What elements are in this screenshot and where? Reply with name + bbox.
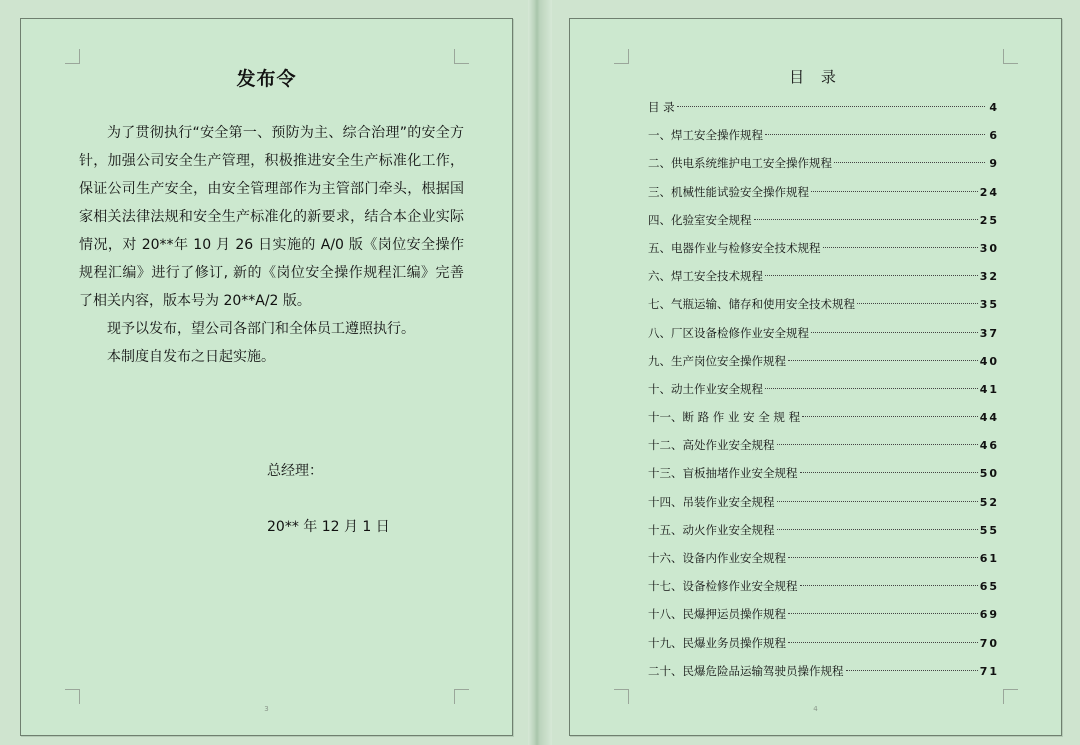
- toc-dot-leader: [788, 642, 978, 643]
- paragraph: 本制度自发布之日起实施。: [107, 349, 275, 365]
- toc-entry[interactable]: [648, 657, 999, 685]
- toc-entry-label: 十、动土作业安全规程: [648, 381, 763, 396]
- toc-entry[interactable]: [648, 290, 999, 318]
- toc-entry-label: 三、机械性能试验安全操作规程: [648, 184, 809, 199]
- release-date: 20** 年 12 月 1 日: [267, 519, 390, 535]
- toc-dot-leader: [823, 247, 978, 248]
- toc-entry[interactable]: [648, 319, 999, 347]
- toc-entry-page: 4: [989, 101, 999, 114]
- toc-entry-label: 十五、动火作业安全规程: [648, 522, 775, 537]
- toc-entry[interactable]: [648, 403, 999, 431]
- toc-entry-page: 50: [979, 467, 999, 481]
- toc-dot-leader: [800, 472, 978, 473]
- toc-dot-leader: [777, 501, 978, 502]
- page-title: 发布令: [236, 68, 297, 90]
- toc-entry-label: 一、焊工安全操作规程: [648, 128, 763, 143]
- toc-entry[interactable]: [648, 262, 999, 290]
- crop-mark-bottom-left: [65, 689, 80, 704]
- toc-entry-label: 二、供电系统维护电工安全操作规程: [648, 156, 832, 171]
- toc-dot-leader: [800, 585, 978, 586]
- toc-dot-leader: [788, 557, 978, 558]
- toc-dot-leader: [802, 416, 978, 417]
- toc-entry-page: 32: [979, 270, 999, 284]
- toc-entry-page: 35: [979, 298, 999, 312]
- toc-entry-label: 目 录: [648, 100, 675, 114]
- toc-entry[interactable]: [648, 459, 999, 487]
- release-order-body: [79, 119, 464, 371]
- toc-entry-page: 52: [979, 495, 999, 509]
- toc-entry-page: 65: [979, 580, 999, 594]
- toc-dot-leader: [788, 613, 978, 614]
- crop-mark-top-right: [1003, 49, 1018, 64]
- crop-mark-bottom-right: [454, 689, 469, 704]
- paragraph: 为了贯彻执行“安全第一、预防为主、综合治理”的安全方针，加强公司安全生产管理，积极推进安全生产标准化工作，保证公司生产安全，由安全管理部作为主管部门牵头，根据国家相关法律法规和安全生产标准化的新要求，结合本企业实际情况，对 20**年 10 月 26 日实施的 A/0 版《岗位安全操作规程汇编》进行了修订, 新的《岗位安全操作规程汇编》完善了相关内容，版本号为 20**A/2 版。: [79, 125, 464, 309]
- crop-mark-top-left: [614, 49, 629, 64]
- toc-entry[interactable]: [648, 121, 999, 149]
- toc-dot-leader: [765, 275, 978, 276]
- toc-entry-page: 6: [989, 129, 999, 143]
- document-page-right: [569, 18, 1062, 736]
- toc-entry[interactable]: [648, 629, 999, 657]
- toc-entry-page: 37: [979, 326, 999, 340]
- toc-entry[interactable]: [648, 234, 999, 262]
- page-number: 3: [264, 705, 269, 713]
- toc-entry-label: 五、电器作业与检修安全技术规程: [648, 240, 821, 255]
- crop-mark-top-right: [454, 49, 469, 64]
- toc-entry-page: 44: [979, 411, 999, 425]
- toc-entry-label: 十三、盲板抽堵作业安全规程: [648, 466, 798, 481]
- toc-entry[interactable]: [648, 347, 999, 375]
- toc-dot-leader: [777, 444, 978, 445]
- toc-entry-page: 9: [989, 157, 999, 171]
- toc-dot-leader: [788, 360, 978, 361]
- toc-entry[interactable]: [648, 488, 999, 516]
- toc-dot-leader: [754, 219, 978, 220]
- toc-entry[interactable]: [648, 206, 999, 234]
- toc-entry-label: 七、气瓶运输、储存和使用安全技术规程: [648, 297, 855, 312]
- crop-mark-bottom-right: [1003, 689, 1018, 704]
- toc-entry-page: 25: [979, 213, 999, 227]
- toc-entry-label: 二十、民爆危险品运输驾驶员操作规程: [648, 663, 844, 678]
- toc-entry-page: 70: [979, 636, 999, 650]
- crop-mark-bottom-left: [614, 689, 629, 704]
- toc-entry-label: 六、焊工安全技术规程: [648, 269, 763, 284]
- paragraph: 现予以发布，望公司各部门和全体员工遵照执行。: [107, 321, 415, 337]
- toc-entry[interactable]: [648, 149, 999, 177]
- table-of-contents: [648, 93, 999, 685]
- toc-entry-label: 九、生产岗位安全操作规程: [648, 353, 786, 368]
- toc-entry-page: 40: [979, 354, 999, 368]
- toc-entry-page: 46: [979, 439, 999, 453]
- page-number: 4: [813, 705, 818, 713]
- toc-entry-page: 41: [979, 382, 999, 396]
- toc-entry-page: 61: [979, 552, 999, 565]
- toc-entry-label: 十七、设备检修作业安全规程: [648, 579, 798, 594]
- toc-dot-leader: [857, 303, 978, 304]
- toc-dot-leader: [811, 332, 978, 333]
- toc-entry[interactable]: [648, 516, 999, 544]
- toc-dot-leader: [811, 191, 978, 192]
- document-page-left: [20, 18, 513, 736]
- toc-entry[interactable]: [648, 93, 999, 121]
- signer-label: 总经理：: [267, 463, 323, 479]
- toc-entry-page: 55: [979, 523, 999, 537]
- toc-entry[interactable]: [648, 600, 999, 628]
- toc-entry-page: 69: [979, 608, 999, 622]
- toc-dot-leader: [677, 106, 985, 107]
- toc-entry[interactable]: [648, 572, 999, 600]
- toc-dot-leader: [846, 670, 978, 671]
- toc-entry[interactable]: [648, 178, 999, 206]
- toc-entry-label: 十四、吊装作业安全规程: [648, 494, 775, 509]
- toc-dot-leader: [834, 162, 985, 163]
- toc-entry-label: 十二、高处作业安全规程: [648, 438, 775, 453]
- toc-entry-label: 十八、民爆押运员操作规程: [648, 607, 786, 622]
- toc-entry-label: 十一、断 路 作 业 安 全 规 程: [648, 410, 801, 425]
- toc-entry-page: 30: [979, 241, 999, 255]
- toc-entry-page: 71: [979, 664, 999, 678]
- page-gutter: [528, 0, 552, 745]
- toc-entry[interactable]: [648, 544, 999, 572]
- toc-entry-label: 十六、设备内作业安全规程: [648, 551, 786, 565]
- crop-mark-top-left: [65, 49, 80, 64]
- toc-dot-leader: [777, 529, 978, 530]
- toc-entry-label: 八、厂区设备检修作业安全规程: [648, 325, 809, 340]
- toc-dot-leader: [765, 388, 978, 389]
- toc-entry[interactable]: [648, 375, 999, 403]
- toc-dot-leader: [765, 134, 985, 135]
- toc-entry-page: 24: [979, 185, 999, 199]
- toc-entry-label: 四、化验室安全规程: [648, 212, 752, 227]
- toc-entry[interactable]: [648, 431, 999, 459]
- toc-entry-label: 十九、民爆业务员操作规程: [648, 635, 786, 650]
- toc-title: 目 录: [789, 68, 842, 86]
